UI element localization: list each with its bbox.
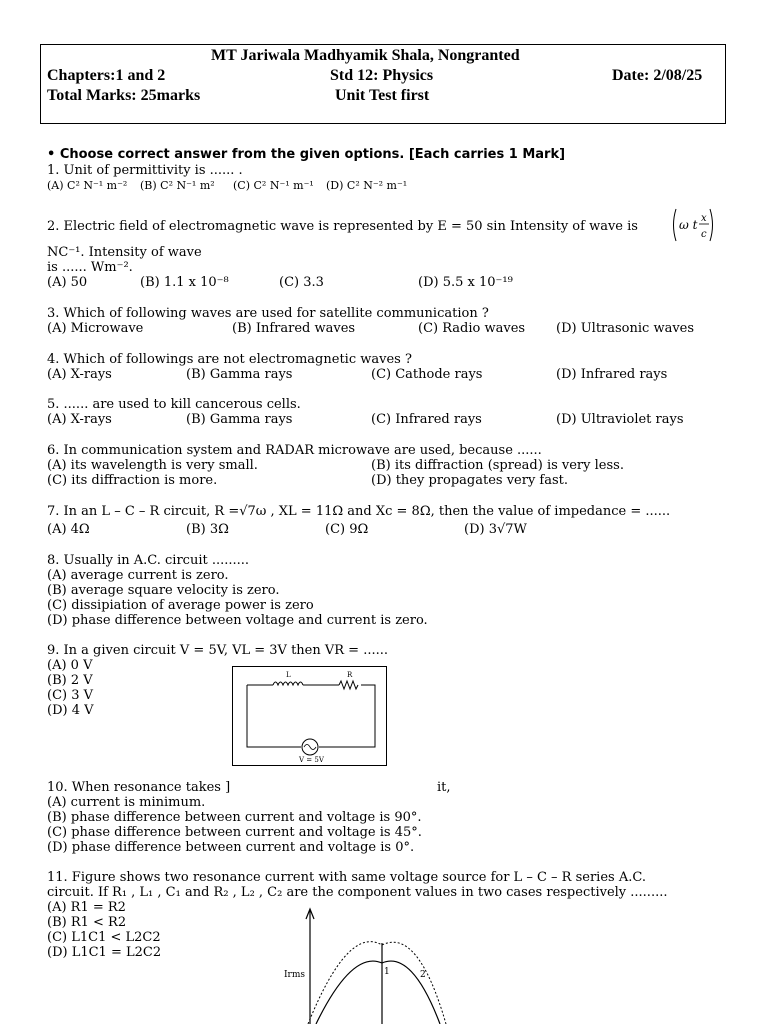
q2-option-b: (B) 1.1 x 10⁻⁸: [140, 275, 229, 290]
source-label: V = 5V: [299, 756, 324, 764]
curve-1-label: 1: [384, 967, 390, 977]
q1-option-c: (C) C² N⁻¹ m⁻¹: [233, 179, 314, 192]
q7-option-d: (D) 3√7W: [464, 522, 527, 537]
q11-option-d: (D) L1C1 = L2C2: [47, 945, 162, 960]
q11-option-c: (C) L1C1 < L2C2: [47, 930, 161, 945]
question-10: 10. When resonance takes ]: [47, 780, 231, 795]
question-10-tail: it,: [437, 780, 451, 795]
q5-option-b: (B) Gamma rays: [186, 412, 293, 427]
q11-option-b: (B) R1 < R2: [47, 915, 127, 930]
q8-option-b: (B) average square velocity is zero.: [47, 583, 280, 598]
q7-option-b: (B) 3Ω: [186, 522, 229, 537]
q3-option-c: (C) Radio waves: [418, 321, 526, 336]
q2-option-a: (A) 50: [47, 275, 88, 290]
curve-2-label: 2: [420, 970, 426, 980]
q10-option-d: (D) phase difference between current and voltage is 0°.: [47, 840, 415, 855]
school-name: MT Jariwala Madhyamik Shala, Nongranted: [211, 47, 520, 64]
question-2-line3: is ...... Wm⁻².: [47, 260, 133, 275]
q7-option-a: (A) 4Ω: [47, 522, 90, 537]
question-1: 1. Unit of permittivity is ...... .: [47, 163, 243, 178]
question-9: 9. In a given circuit V = 5V, VL = 3V then VR = ......: [47, 643, 388, 658]
q6-option-c: (C) its diffraction is more.: [47, 473, 218, 488]
q4-option-c: (C) Cathode rays: [371, 367, 483, 382]
total-marks: Total Marks: 25marks: [47, 87, 201, 104]
q3-option-a: (A) Microwave: [47, 321, 144, 336]
question-2-line2: NC⁻¹. Intensity of wave: [47, 245, 202, 260]
q9-option-c: (C) 3 V: [47, 688, 94, 703]
q5-option-a: (A) X-rays: [47, 412, 112, 427]
q8-option-c: (C) dissipiation of average power is zero: [47, 598, 314, 613]
q2-option-c: (C) 3.3: [279, 275, 324, 290]
test-date: Date: 2/08/25: [612, 67, 703, 84]
inductor-label: L: [286, 671, 291, 679]
q1-option-a: (A) C² N⁻¹ m⁻²: [47, 179, 128, 192]
q4-option-b: (B) Gamma rays: [186, 367, 293, 382]
y-axis-label: Irms: [284, 970, 306, 980]
question-11-line2: circuit. If R₁ , L₁ , C₁ and R₂ , L₂ , C₂ are the component values in two cases respectively .........: [47, 885, 668, 900]
q8-option-d: (D) phase difference between voltage and current is zero.: [47, 613, 428, 628]
q5-option-d: (D) Ultraviolet rays: [556, 412, 684, 427]
q1-option-d: (D) C² N⁻² m⁻¹: [326, 179, 408, 192]
q10-option-b: (B) phase difference between current and voltage is 90°.: [47, 810, 422, 825]
q9-option-b: (B) 2 V: [47, 673, 93, 688]
resistor-label: R: [347, 671, 353, 679]
question-2: 2. Electric field of electromagnetic wave is represented by E = 50 sin Intensity of wave is: [47, 219, 638, 234]
q7-option-c: (C) 9Ω: [325, 522, 369, 537]
resonance-curve-graph: [280, 905, 460, 1024]
q4-option-d: (D) Infrared rays: [556, 367, 668, 382]
fraction-denominator: c: [701, 229, 707, 240]
q4-option-a: (A) X-rays: [47, 367, 112, 382]
q6-option-d: (D) they propagates very fast.: [371, 473, 569, 488]
chapters: Chapters:1 and 2: [47, 67, 166, 84]
question-5: 5. ...... are used to kill cancerous cells.: [47, 397, 301, 412]
question-6: 6. In communication system and RADAR microwave are used, because ......: [47, 443, 542, 458]
omega-t-text: ω t: [679, 218, 698, 232]
q9-option-d: (D) 4 V: [47, 703, 94, 718]
omega-t-fraction: [670, 207, 716, 243]
q2-option-d: (D) 5.5 x 10⁻¹⁹: [418, 275, 513, 290]
question-4: 4. Which of followings are not electromagnetic waves ?: [47, 352, 412, 367]
q9-option-a: (A) 0 V: [47, 658, 93, 673]
question-11: 11. Figure shows two resonance current with same voltage source for L – C – R series A.C.: [47, 870, 646, 885]
question-3: 3. Which of following waves are used for satellite communication ?: [47, 306, 489, 321]
question-7: 7. In an L – C – R circuit, R =√7ω , XL = 11Ω and Xc = 8Ω, then the value of impedance = ......: [47, 504, 671, 519]
standard: Std 12: Physics: [330, 67, 434, 84]
instruction: • Choose correct answer from the given options. [Each carries 1 Mark]: [47, 147, 566, 162]
q6-option-b: (B) its diffraction (spread) is very less.: [371, 458, 624, 473]
q5-option-c: (C) Infrared rays: [371, 412, 482, 427]
q10-option-c: (C) phase difference between current and voltage is 45°.: [47, 825, 422, 840]
q3-option-d: (D) Ultrasonic waves: [556, 321, 695, 336]
q6-option-a: (A) its wavelength is very small.: [47, 458, 258, 473]
q8-option-a: (A) average current is zero.: [47, 568, 229, 583]
q3-option-b: (B) Infrared waves: [232, 321, 356, 336]
q1-option-b: (B) C² N⁻¹ m²: [140, 179, 215, 192]
circuit-diagram: [233, 667, 386, 765]
fraction-numerator: x: [701, 213, 707, 224]
q10-option-a: (A) current is minimum.: [47, 795, 206, 810]
test-name: Unit Test first: [335, 87, 430, 104]
lcr-circuit-figure: [232, 666, 387, 766]
question-8: 8. Usually in A.C. circuit .........: [47, 553, 250, 568]
q11-option-a: (A) R1 = R2: [47, 900, 126, 915]
